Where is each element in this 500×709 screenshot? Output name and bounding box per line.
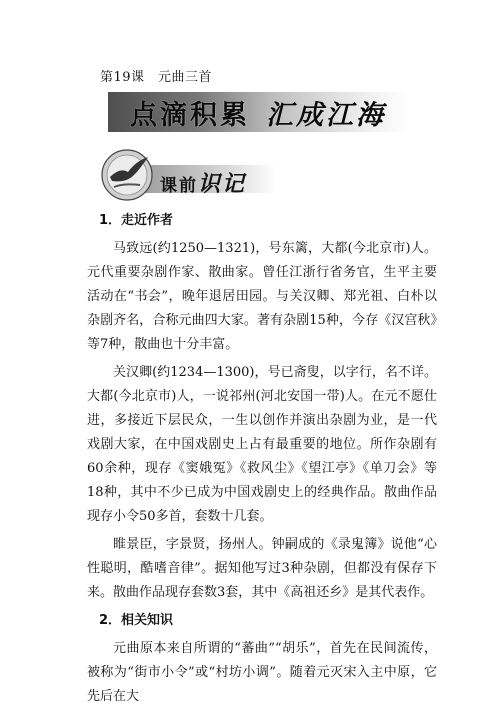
- heading-related-knowledge: 2．相关知识: [99, 613, 174, 628]
- bird-pen-icon: [100, 147, 156, 202]
- paragraph-sui-jingchen: 睢景臣，字景贤，扬州人。钟嗣成的《录鬼簿》说他“心性聪明，酷嗜音律”。据知他写过3种杂剧，但都没有保存下来。散曲作品现存套数3套，其中《高祖还乡》是其代表作。: [87, 537, 437, 600]
- banner-text-left: 点滴积累: [130, 99, 250, 131]
- section-label-b: 识记: [198, 172, 247, 197]
- section-label-a: 课前: [160, 176, 198, 196]
- section-label: [160, 167, 246, 198]
- section-header: [100, 147, 280, 202]
- paragraph-yuanqu-origin: 元曲原本来自所谓的“蕃曲”“胡乐”，首先在民间流传，被称为“街市小令”或“村坊小调”。随着元灭宋入主中原，它先后在大: [87, 641, 437, 704]
- lesson-title: 第19课 元曲三首: [100, 70, 213, 85]
- paragraph-guan-hanqing: 关汉卿(约1234—1300)，号已斋叟，以字行，名不详。大都(今北京市)人，一说祁州(河北安国一带)人。在元不愿仕进，多接近下层民众，一生以创作并演出杂剧为业，是一代戏剧大家，在中国戏剧史上占有最重要的地位。所作杂剧有60余种，现存《窦娥冤》《救风尘》《望江亭》《单刀会》等18种，其中不少已成为中国戏剧史上的经典作品。散曲作品现存小令50多首，套数十几套。: [87, 365, 437, 524]
- title-banner: [108, 92, 408, 132]
- main-content: [87, 205, 437, 709]
- banner-text-right: 汇成江海: [266, 99, 386, 131]
- paragraph-ma-zhiyuan: 马致远(约1250—1321)，号东篱，大都(今北京市)人。元代重要杂剧作家、散曲家。曾任江浙行省务官，生平主要活动在“书会”，晚年退居田园。与关汉卿、郑光祖、白朴以杂剧齐名，合称元曲四大家。著有杂剧15种，今存《汉宫秋》等7种，散曲也十分丰富。: [87, 241, 437, 352]
- heading-authors: 1．走近作者: [99, 213, 174, 228]
